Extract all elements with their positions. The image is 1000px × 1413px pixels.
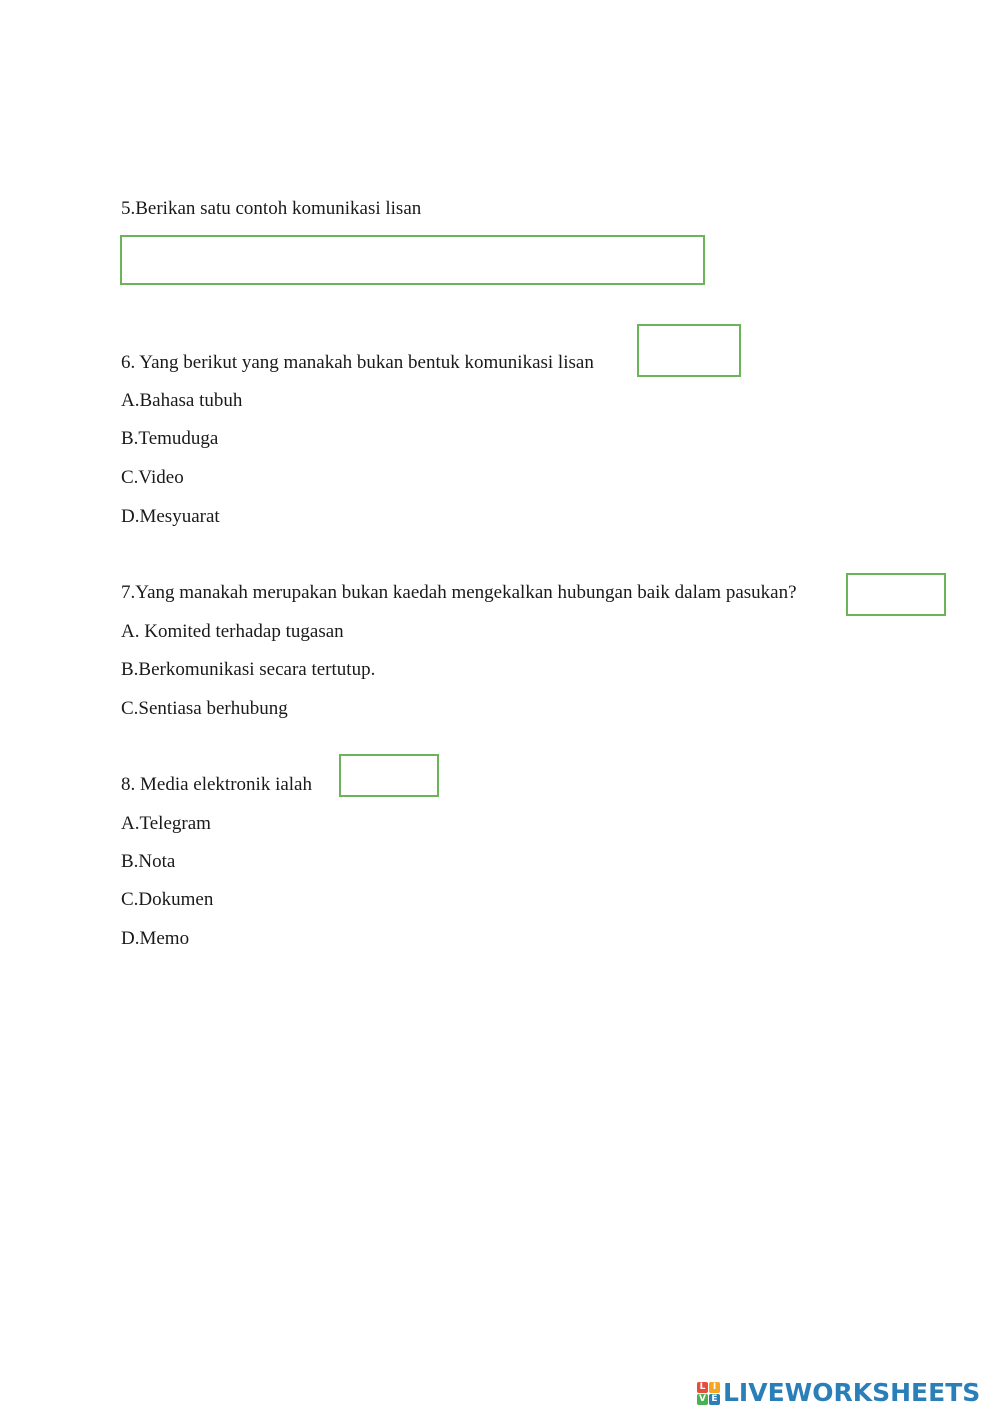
liveworksheets-logo [697,1378,980,1408]
logo-text: LIVEWORKSHEETS [723,1378,981,1407]
question-8-option-b: B.Nota [121,851,176,872]
question-7-option-b: B.Berkomunikasi secara tertutup. [121,659,376,680]
question-6-answer-input[interactable] [637,324,741,377]
question-6-option-d: D.Mesyuarat [121,506,220,527]
question-7-option-c: C.Sentiasa berhubung [121,698,288,719]
question-8-answer-input[interactable] [339,754,439,797]
question-5-answer-input[interactable] [120,235,705,285]
logo-square-i: I [709,1382,720,1393]
question-8-text: 8. Media elektronik ialah [121,774,312,795]
question-7-answer-input[interactable] [846,573,946,616]
question-8-option-c: C.Dokumen [121,889,214,910]
question-8-option-a: A.Telegram [121,813,211,834]
question-6-option-b: B.Temuduga [121,428,219,449]
question-6-option-a: A.Bahasa tubuh [121,390,243,411]
question-5-text: 5.Berikan satu contoh komunikasi lisan [121,198,422,219]
question-7-text: 7.Yang manakah merupakan bukan kaedah mengekalkan hubungan baik dalam pasukan? [121,582,797,603]
logo-square-v: V [697,1394,708,1405]
logo-square-l: L [697,1382,708,1393]
logo-squares-icon [697,1382,720,1405]
question-8-option-d: D.Memo [121,928,190,949]
question-6-text: 6. Yang berikut yang manakah bukan bentuk komunikasi lisan [121,352,594,373]
question-7-option-a: A. Komited terhadap tugasan [121,621,344,642]
question-6-option-c: C.Video [121,467,184,488]
logo-square-e: E [709,1394,720,1405]
